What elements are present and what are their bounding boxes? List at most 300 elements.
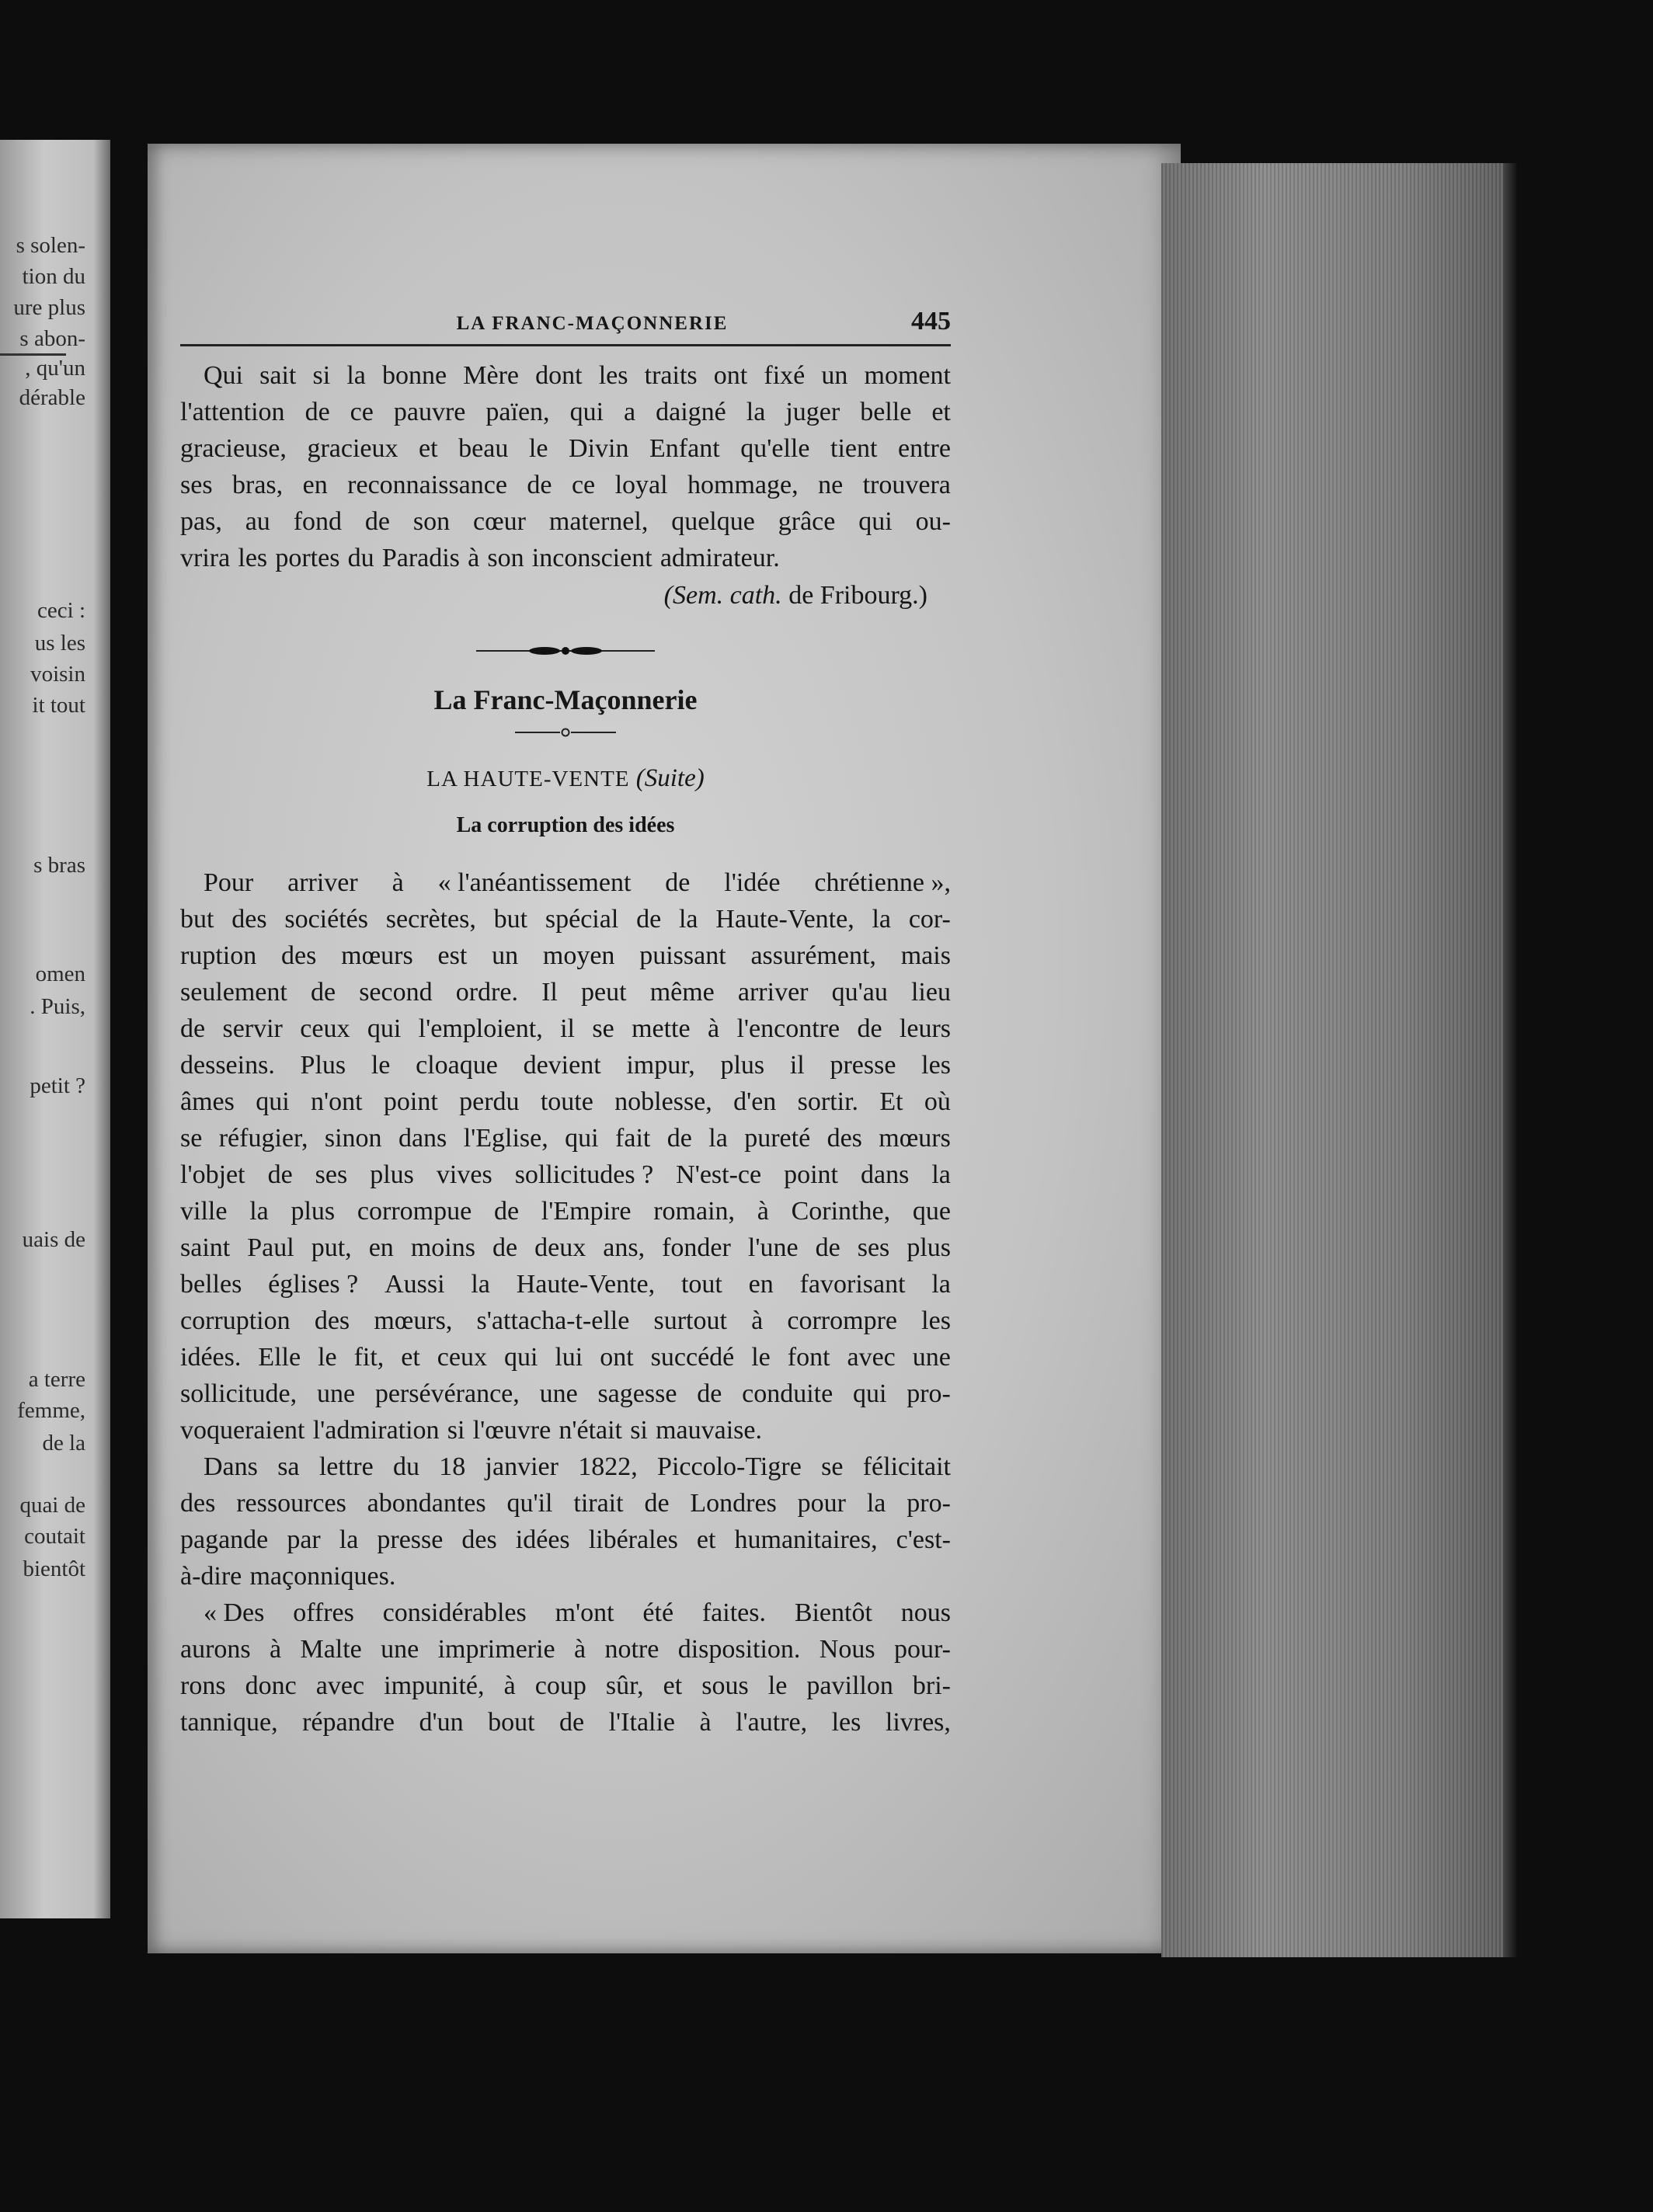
text-line	[180, 1485, 951, 1522]
fleuron-ornament	[180, 623, 951, 679]
word: sinon	[324, 1124, 382, 1153]
text-line	[180, 937, 951, 974]
word: 1822,	[578, 1452, 638, 1481]
text-line	[180, 1668, 951, 1704]
word: notre	[604, 1635, 659, 1664]
word: si	[630, 1416, 648, 1445]
word: Haute-Vente,	[715, 905, 854, 934]
word: « l'anéantissement	[437, 868, 632, 897]
word: à	[707, 1014, 720, 1043]
word: se	[592, 1014, 614, 1043]
word: répandre	[302, 1708, 395, 1737]
word: pagande	[180, 1525, 269, 1554]
left-page-fragment-line: dérable	[19, 385, 85, 410]
word: par	[287, 1525, 321, 1554]
word: plus	[907, 1233, 951, 1262]
text-line	[180, 1303, 951, 1339]
word: entre	[898, 434, 951, 463]
word: une	[912, 1343, 951, 1372]
word: Piccolo-Tigre	[657, 1452, 802, 1481]
text-line	[180, 1558, 951, 1595]
word: sortir.	[797, 1087, 859, 1116]
text-line	[180, 1010, 951, 1047]
word: ses	[180, 471, 213, 499]
word: pro-	[907, 1379, 951, 1408]
text-line	[180, 1449, 951, 1485]
word: mette	[632, 1014, 691, 1043]
word: l'admiration	[312, 1416, 440, 1445]
word: l'Italie	[608, 1708, 676, 1737]
body-paragraph-1	[180, 864, 951, 1449]
word: ce	[571, 471, 596, 499]
word: livres,	[885, 1708, 951, 1737]
word: le	[751, 1343, 771, 1372]
word: la	[708, 1124, 728, 1153]
text-line	[180, 1229, 951, 1266]
word: N'est-ce	[676, 1160, 762, 1189]
word: cloaque	[416, 1051, 498, 1080]
word: succédé	[650, 1343, 735, 1372]
word: des	[461, 1525, 497, 1554]
word: les	[238, 544, 268, 572]
word: que	[912, 1197, 951, 1226]
word: romain,	[653, 1197, 736, 1226]
word: gracieux	[307, 434, 398, 463]
word: bras,	[232, 471, 284, 499]
word: hommage,	[687, 471, 799, 499]
word: de	[644, 1489, 670, 1518]
word: ruption	[180, 941, 257, 970]
word: pureté	[744, 1124, 811, 1153]
left-page-fragment-line: uais de	[22, 1227, 85, 1252]
word: quelque	[671, 507, 755, 536]
word: une	[539, 1379, 578, 1408]
word: Aussi	[385, 1270, 445, 1299]
text-line	[180, 1266, 951, 1303]
left-page-fragment-line: us les	[34, 631, 85, 656]
word: voqueraient	[180, 1416, 305, 1445]
word: sollicitude,	[180, 1379, 298, 1408]
word: maternel,	[548, 507, 649, 536]
text-line	[180, 1339, 951, 1376]
word: l'Empire	[541, 1197, 632, 1226]
word: spécial	[545, 905, 619, 934]
subtitle-suite: (Suite)	[635, 764, 705, 792]
page-number: 445	[911, 307, 951, 336]
text-line	[180, 357, 951, 394]
section-title: La Franc-Maçonnerie	[433, 684, 698, 715]
word: de	[527, 471, 552, 499]
word: bonne	[382, 361, 447, 390]
word: cœur	[473, 507, 526, 536]
word: sociétés	[284, 905, 368, 934]
left-page-fragment-line: bientôt	[23, 1556, 85, 1581]
word: bout	[488, 1708, 535, 1737]
word: de	[304, 398, 330, 426]
word: but	[180, 905, 214, 934]
text-line	[180, 1193, 951, 1229]
word: but	[493, 905, 528, 934]
word: belle	[860, 398, 912, 426]
word: de	[636, 905, 662, 934]
word: donc	[245, 1671, 297, 1700]
word: de	[697, 1379, 722, 1408]
word: imprimerie	[437, 1635, 555, 1664]
word: presse	[830, 1051, 896, 1080]
left-page-fragment-line: quai de	[19, 1493, 85, 1518]
text-line	[180, 540, 951, 576]
word: avec	[315, 1671, 365, 1700]
word: Haute-Vente,	[516, 1270, 656, 1299]
word: moyen	[542, 941, 615, 970]
text-line	[180, 864, 951, 901]
word: des	[231, 905, 267, 934]
word: Nous	[819, 1635, 875, 1664]
word: l'objet	[180, 1160, 245, 1189]
word: traits	[644, 361, 698, 390]
word: abondantes	[367, 1489, 486, 1518]
chapter-subtitle	[180, 764, 951, 793]
word: « Des	[204, 1598, 265, 1627]
word: il	[789, 1051, 805, 1080]
word: à	[270, 1635, 282, 1664]
word: Malte	[300, 1635, 362, 1664]
word: leurs	[899, 1014, 951, 1043]
word: favorisant	[799, 1270, 906, 1299]
word: assurément,	[750, 941, 876, 970]
word: de	[857, 1014, 882, 1043]
word: presse	[377, 1525, 444, 1554]
word: des	[281, 941, 317, 970]
word: pavillon	[806, 1671, 893, 1700]
word: ordre.	[455, 978, 518, 1007]
word: même	[649, 978, 715, 1007]
opening-paragraph	[180, 357, 951, 576]
word: qui	[503, 1343, 538, 1372]
word: toute	[540, 1087, 593, 1116]
word: servir	[222, 1014, 283, 1043]
word: belles	[180, 1270, 242, 1299]
text-line	[180, 1156, 951, 1193]
word: la	[931, 1270, 951, 1299]
word: les	[921, 1306, 951, 1335]
text-line	[180, 1083, 951, 1120]
word: lettre	[318, 1452, 374, 1481]
word: des	[180, 1489, 216, 1518]
word: corrompue	[357, 1197, 472, 1226]
word: Elle	[258, 1343, 301, 1372]
word: les	[598, 361, 628, 390]
word: s'attacha-t-elle	[476, 1306, 630, 1335]
word: de	[493, 1197, 520, 1226]
word: où	[924, 1087, 951, 1116]
left-page-fragment-line: omen	[35, 962, 85, 986]
word: beau	[458, 434, 509, 463]
word: m'ont	[555, 1598, 614, 1627]
word: ceux	[300, 1014, 350, 1043]
text-line	[180, 1047, 951, 1083]
word: à	[468, 544, 480, 572]
word: disposition.	[677, 1635, 801, 1664]
body-paragraph-3	[180, 1595, 951, 1741]
word: arriver	[287, 868, 358, 897]
word: églises ?	[268, 1270, 359, 1299]
attribution-place: de Fribourg.)	[788, 581, 927, 610]
word: félicitait	[862, 1452, 951, 1481]
text-line	[180, 974, 951, 1010]
word: la	[866, 1489, 886, 1518]
word: plus	[720, 1051, 765, 1080]
word: mœurs	[341, 941, 413, 970]
word: d'en	[733, 1087, 777, 1116]
word: à	[392, 868, 404, 897]
word: portes	[275, 544, 340, 572]
left-page-fragment-line: a terre	[28, 1367, 85, 1392]
word: en	[368, 1233, 394, 1262]
word: c'est-	[896, 1525, 951, 1554]
attribution	[180, 576, 951, 615]
word: si	[447, 1416, 465, 1445]
text-line	[180, 430, 951, 467]
word: le	[318, 1343, 337, 1372]
word: sûr,	[605, 1671, 644, 1700]
word: juger	[785, 398, 840, 426]
word: est	[437, 941, 468, 970]
word: les	[921, 1051, 951, 1080]
word: l'attention	[180, 398, 285, 426]
word: mais	[900, 941, 951, 970]
text-line	[180, 503, 951, 540]
word: de	[815, 1233, 840, 1262]
word: l'Eglise,	[463, 1124, 548, 1153]
word: ses	[857, 1233, 890, 1262]
text-line	[180, 394, 951, 430]
left-page-fragment-line: voisin	[30, 662, 85, 687]
word: qui	[858, 507, 893, 536]
word: ville	[180, 1197, 228, 1226]
word: 18	[439, 1452, 466, 1481]
word: Dans	[204, 1452, 258, 1481]
left-page-fragment-line: s abon-	[19, 326, 85, 351]
divider-icon	[515, 727, 616, 738]
word: qu'elle	[740, 434, 810, 463]
word: deux	[534, 1233, 586, 1262]
word: une	[316, 1379, 356, 1408]
word: offres	[293, 1598, 354, 1627]
word: ans,	[603, 1233, 646, 1262]
word: de	[267, 1160, 293, 1189]
word: d'un	[419, 1708, 464, 1737]
fleuron-icon	[476, 643, 655, 659]
word: saint	[180, 1233, 231, 1262]
attribution-source: (Sem. cath.	[663, 581, 782, 610]
word: la	[339, 1525, 359, 1554]
word: l'autre,	[736, 1708, 808, 1737]
word: lui	[555, 1343, 583, 1372]
left-page-fragment-line: femme,	[17, 1398, 85, 1423]
word: Il	[541, 978, 558, 1007]
text-line	[180, 1595, 951, 1631]
word: la	[471, 1270, 490, 1299]
word: l'emploient,	[418, 1014, 543, 1043]
word: l'encontre	[736, 1014, 840, 1043]
word: secrètes,	[385, 905, 476, 934]
word: mœurs	[879, 1124, 951, 1153]
word: dans	[398, 1124, 447, 1153]
word: tirait	[573, 1489, 624, 1518]
word: qu'au	[831, 978, 888, 1007]
word: corruption	[180, 1306, 291, 1335]
word: impur,	[626, 1051, 695, 1080]
word: Enfant	[649, 434, 720, 463]
word: moins	[410, 1233, 475, 1262]
word: une	[381, 1635, 419, 1664]
word: qui	[367, 1014, 402, 1043]
word: puissant	[639, 941, 726, 970]
word: son	[487, 544, 524, 572]
word: dans	[861, 1160, 910, 1189]
word: pour-	[893, 1635, 951, 1664]
word: rons	[180, 1671, 226, 1700]
word: des	[826, 1124, 862, 1153]
word: à	[699, 1708, 712, 1737]
word: ont	[600, 1343, 634, 1372]
word: bri-	[912, 1671, 951, 1700]
word: à-dire	[180, 1562, 242, 1591]
word: second	[359, 978, 433, 1007]
word: impunité,	[384, 1671, 485, 1700]
word: sait	[259, 361, 297, 390]
word: fait	[615, 1124, 651, 1153]
word: de	[559, 1708, 585, 1737]
word: la	[678, 905, 698, 934]
word: au	[245, 507, 270, 536]
word: aurons	[180, 1635, 251, 1664]
left-page-fragment-line: petit ?	[30, 1073, 85, 1098]
word: considérables	[382, 1598, 527, 1627]
text-line	[180, 1376, 951, 1412]
text-line	[180, 1120, 951, 1156]
word: âmes	[180, 1087, 235, 1116]
word: été	[642, 1598, 674, 1627]
word: le	[767, 1671, 788, 1700]
word: idées.	[180, 1343, 242, 1372]
word: ou-	[915, 507, 951, 536]
word: réfugier,	[218, 1124, 308, 1153]
left-page-fragment-line: de la	[42, 1431, 85, 1456]
word: vrira	[180, 544, 231, 572]
text-line	[180, 1631, 951, 1668]
word: persévérance,	[374, 1379, 520, 1408]
word: ne	[818, 471, 844, 499]
word: païen,	[485, 398, 550, 426]
word: Plus	[300, 1051, 346, 1080]
left-page-fragment-line: it tout	[32, 693, 85, 718]
word: qu'il	[506, 1489, 553, 1518]
word: un	[492, 941, 519, 970]
word: se	[821, 1452, 844, 1481]
word: la	[931, 1160, 951, 1189]
word: la	[746, 398, 766, 426]
word: admirateur.	[659, 544, 780, 572]
word: se	[180, 1124, 203, 1153]
word: et	[663, 1671, 683, 1700]
word: Corinthe,	[791, 1197, 891, 1226]
word: pro-	[907, 1489, 951, 1518]
word: à	[574, 1635, 586, 1664]
word: si	[312, 361, 331, 390]
left-page-fragment-line: s bras	[33, 853, 85, 878]
word: Et	[879, 1087, 903, 1116]
word: du	[392, 1452, 419, 1481]
word: le	[371, 1051, 391, 1080]
word: Londres	[690, 1489, 777, 1518]
word: loyal	[614, 471, 668, 499]
word: plus	[291, 1197, 336, 1226]
word: nous	[900, 1598, 951, 1627]
word: dont	[535, 361, 583, 390]
word: mauvaise.	[656, 1416, 762, 1445]
word: de	[310, 978, 336, 1007]
word: à	[757, 1197, 769, 1226]
word: arriver	[737, 978, 809, 1007]
left-page-fragment	[0, 140, 110, 1918]
word: trouvera	[862, 471, 951, 499]
word: Paul	[247, 1233, 294, 1262]
word: chrétienne »,	[814, 868, 951, 897]
word: perdu	[459, 1087, 520, 1116]
word: libérales	[588, 1525, 678, 1554]
word: maçonniques.	[249, 1562, 396, 1591]
word: fixé	[764, 361, 806, 390]
left-page-fragment-line: tion du	[22, 264, 85, 289]
word: ce	[350, 398, 374, 426]
subheading: La corruption des idées	[456, 813, 675, 837]
word: et	[401, 1343, 420, 1372]
word: conduite	[742, 1379, 833, 1408]
word: à	[751, 1306, 764, 1335]
word: fond	[293, 507, 343, 536]
word: de	[492, 1233, 518, 1262]
word: ressources	[236, 1489, 346, 1518]
word: devient	[523, 1051, 601, 1080]
word: la	[346, 361, 366, 390]
word: des	[314, 1306, 350, 1335]
book-fore-edge	[1161, 163, 1503, 1957]
word: et	[419, 434, 438, 463]
word: sollicitudes ?	[514, 1160, 654, 1189]
left-page-fragment-line: , qu'un	[25, 356, 85, 381]
word: Mère	[463, 361, 519, 390]
word: desseins.	[180, 1051, 275, 1080]
word: qui	[256, 1087, 290, 1116]
word: put,	[311, 1233, 352, 1262]
word: peut	[581, 978, 627, 1007]
word: ses	[315, 1160, 348, 1189]
word: Divin	[569, 434, 629, 463]
running-head	[180, 307, 951, 346]
word: seulement	[180, 978, 287, 1007]
body-paragraph-2	[180, 1449, 951, 1595]
word: faites.	[701, 1598, 766, 1627]
word: de	[666, 1124, 692, 1153]
left-page-fragment-line: s solen-	[16, 233, 85, 258]
word: surtout	[653, 1306, 727, 1335]
left-page-fragment-line: ceci :	[37, 598, 85, 623]
word: lieu	[910, 978, 951, 1007]
left-page-fragment-line: ure plus	[13, 295, 85, 320]
word: en	[748, 1270, 774, 1299]
